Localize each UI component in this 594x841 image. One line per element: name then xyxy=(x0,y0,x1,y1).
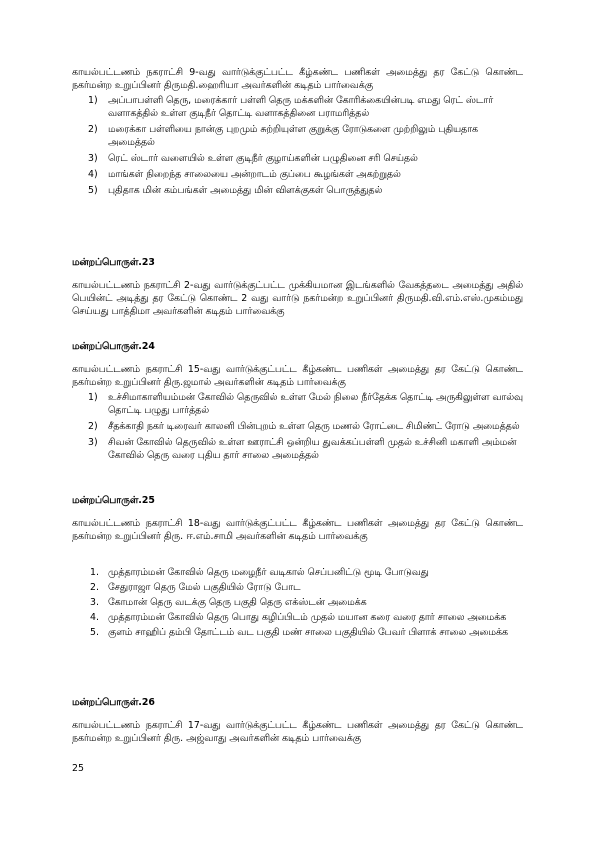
section-26 xyxy=(72,696,523,745)
section-intro: காயல்பட்டணம் நகராட்சி 17-வது வார்டுக்குட்பட்ட கீழ்கண்ட பணிகள் அமைத்து தர கேட்டு கொண்ட நகர்மன்ற உறுப்பினர் திரு. அஜ்வாது அவர்களின் கடிதம் பார்வைக்கு xyxy=(72,720,523,744)
item-text: சேதுராஜா தெரு மேல் பகுதியில் ரோடு போட xyxy=(108,582,301,593)
item-marker: 4) xyxy=(88,169,98,180)
page-number: 25 xyxy=(72,763,84,774)
item-marker: 2. xyxy=(90,582,99,593)
section-heading: மன்றப்பொருள்.23 xyxy=(72,257,155,268)
item-text: சீதக்காதி நகர் டிரைவர் காலனி பின்புறம் உள்ள தெரு மணல் ரோட்டை சிமிண்ட் ரோடு அமைத்தல் xyxy=(108,421,520,432)
item-marker: 3. xyxy=(90,597,99,608)
list-item xyxy=(88,436,523,462)
item-marker: 5. xyxy=(90,627,99,638)
item-text: சிவன் கோவில் தெருவில் உள்ள ஊராட்சி ஒன்றிய துவக்கப்பள்ளி முதல் உச்சினி மகாளி அம்மன் கோவில் தெரு வரை புதிய தார் சாலை அமைத்தல் xyxy=(108,437,517,461)
list-item xyxy=(88,94,523,120)
section-ward-9 xyxy=(72,66,523,197)
list-item xyxy=(88,391,523,417)
item-text: குளம் சாஹிப் தம்பி தோட்டம் வட பகுதி மண் சாலை பகுதியில் பேவர் பிளாக் சாலை அமைக்க xyxy=(108,627,508,638)
item-text: உச்சிமாகாளியம்மன் கோவில் தெருவில் உள்ள மேல் நிலை நீர்தேக்க தொட்டி அருகிலுள்ள வால்வு தொட்டி பழுது பார்த்தல் xyxy=(108,392,524,416)
item-marker: 4. xyxy=(90,612,99,623)
item-marker: 3) xyxy=(88,437,98,448)
section-intro: காயல்பட்டணம் நகராட்சி 2-வது வார்டுக்குட்பட்ட முக்கியமான இடங்களில் வேகத்தடை அமைத்து அதில் பெயின்ட் அடித்து தர கேட்டு கொண்ட 2 வது வார்டு நகர்மன்ற உறுப்பினர் திருமதி.வி.எம்.எஸ்.முகம்மது செய்யது பாத்திமா அவர்களின் கடிதம் பார்வைக்கு xyxy=(72,280,523,317)
item-marker: 1. xyxy=(90,567,99,578)
section-heading: மன்றப்பொருள்.25 xyxy=(72,495,155,506)
task-list xyxy=(90,566,523,639)
item-marker: 2) xyxy=(88,124,98,135)
list-item xyxy=(90,581,523,594)
section-heading: மன்றப்பொருள்.24 xyxy=(72,341,155,352)
section-25 xyxy=(72,494,523,639)
list-item xyxy=(88,420,523,433)
item-text: ரெட் ஸ்டார் வளையில் உள்ள குடிநீர் குழாய்களின் பழுதினை சரி செய்தல் xyxy=(108,153,418,164)
list-item xyxy=(90,566,523,579)
list-item xyxy=(88,123,523,149)
item-text: முத்தாரம்மன் கோவில் தெரு மழைநீர் வடிகால் செப்பனிட்டு மூடி போடுவது xyxy=(108,567,429,578)
item-text: முத்தாரம்மன் கோவில் தெரு பொது கழிப்பிடம் முதல் மயான கரை வரை தார் சாலை அமைக்க xyxy=(108,612,507,623)
section-23 xyxy=(72,256,523,318)
section-24 xyxy=(72,340,523,462)
list-item xyxy=(88,152,523,165)
list-item xyxy=(90,596,523,609)
list-item xyxy=(88,184,523,197)
task-list xyxy=(88,391,523,462)
list-item xyxy=(90,611,523,624)
section-intro: காயல்பட்டணம் நகராட்சி 18-வது வார்டுக்குட்பட்ட கீழ்கண்ட பணிகள் அமைத்து தர கேட்டு கொண்ட நகர்மன்ற உறுப்பினர் திரு. ஈ.எம்.சாமி அவர்களின் கடிதம் பார்வைக்கு xyxy=(72,518,523,542)
list-item xyxy=(88,168,523,181)
item-text: கோமான் தெரு வடக்கு தெரு பகுதி தெரு எக்ஸ்டன் அமைக்க xyxy=(108,597,367,608)
task-list xyxy=(88,94,523,197)
item-text: புதிதாக மின் கம்பங்கள் அமைத்து மின் விளக்குகள் பொருத்துதல் xyxy=(108,185,383,196)
item-text: மாங்கள் நிறைந்த சாலையை அன்றாடம் குப்பை கூழங்கள் அகற்றுதல் xyxy=(108,169,401,180)
section-intro: காயல்பட்டணம் நகராட்சி 15-வது வார்டுக்குட்பட்ட கீழ்கண்ட பணிகள் அமைத்து தர கேட்டு கொண்ட நகர்மன்ற உறுப்பினர் திரு.ஜமால் அவர்களின் கடிதம் பார்வைக்கு xyxy=(72,364,523,388)
item-text: மரைக்கா பள்ளியை நான்கு புறமும் சுற்றியுள்ள குறுக்கு ரோடுகளை முற்றிலும் புதியதாக அமைத்தல் xyxy=(108,124,479,148)
item-marker: 2) xyxy=(88,421,98,432)
section-heading: மன்றப்பொருள்.26 xyxy=(72,697,155,708)
item-marker: 5) xyxy=(88,185,98,196)
item-marker: 1) xyxy=(88,95,98,106)
item-marker: 3) xyxy=(88,153,98,164)
section-intro: காயல்பட்டணம் நகராட்சி 9-வது வார்டுக்குட்பட்ட கீழ்கண்ட பணிகள் அமைத்து தர கேட்டு கொண்ட நகர்மன்ற உறுப்பினர் திருமதி.ஹைரியா அவர்களின் கடிதம் பார்வைக்கு xyxy=(72,67,523,91)
item-text: அப்பாபள்ளி தெரு, மரைக்கார் பள்ளி தெரு மக்களின் கோரிக்கையின்படி எமது ரெட் ஸ்டார் வளாகத்தில் உள்ள குடிநீர் தொட்டி வளாகத்தினை பராமரித்தல் xyxy=(108,95,494,119)
item-marker: 1) xyxy=(88,392,98,403)
list-item xyxy=(90,626,523,639)
